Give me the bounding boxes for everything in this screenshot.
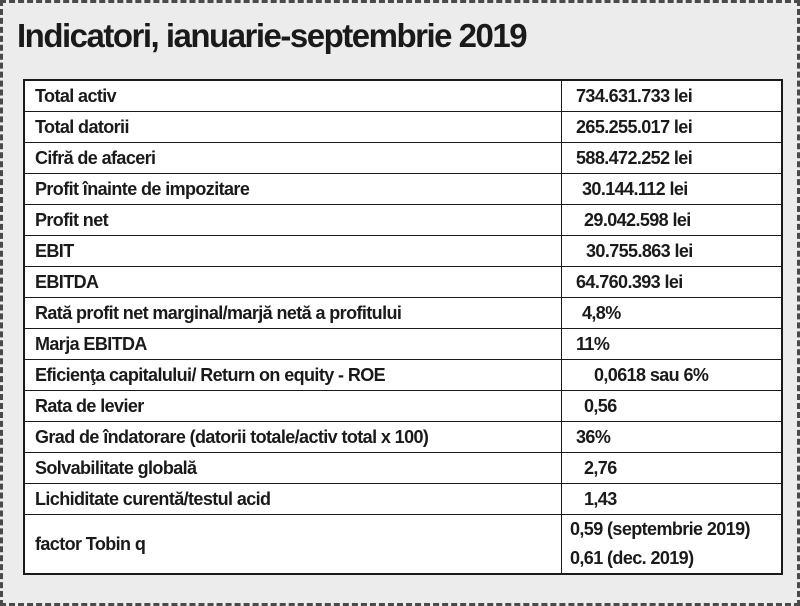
table-row [24, 205, 782, 236]
indicator-label: Eficienţa capitalului/ Return on equity - ROE [24, 360, 562, 391]
table-row [24, 391, 782, 422]
table-row [24, 515, 782, 575]
indicator-value: 4,8% [562, 298, 783, 329]
table-row [24, 143, 782, 174]
table-row [24, 360, 782, 391]
indicator-value: 29.042.598 lei [562, 205, 783, 236]
table-row [24, 484, 782, 515]
indicator-value: 30.755.863 lei [562, 236, 783, 267]
table-row [24, 267, 782, 298]
indicator-label: Solvabilitate globală [24, 453, 562, 484]
indicator-value: 64.760.393 lei [562, 267, 783, 298]
indicator-value: 36% [562, 422, 783, 453]
indicator-label: Rata de levier [24, 391, 562, 422]
indicator-label: Total activ [24, 80, 562, 112]
indicator-label: Cifră de afaceri [24, 143, 562, 174]
indicator-value: 0,56 [562, 391, 783, 422]
indicator-label: Profit net [24, 205, 562, 236]
table-row [24, 298, 782, 329]
table-row [24, 236, 782, 267]
indicator-value: 30.144.112 lei [562, 174, 783, 205]
indicator-value: 11% [562, 329, 783, 360]
table-row [24, 453, 782, 484]
indicator-label: EBITDA [24, 267, 562, 298]
indicator-value: 1,43 [562, 484, 783, 515]
indicator-value: 0,0618 sau 6% [562, 360, 783, 391]
indicator-label: Grad de îndatorare (datorii totale/activ total x 100) [24, 422, 562, 453]
indicators-table [23, 79, 783, 575]
indicator-label: Lichiditate curentă/testul acid [24, 484, 562, 515]
indicator-label: Rată profit net marginal/marjă netă a profitului [24, 298, 562, 329]
table-row [24, 422, 782, 453]
indicator-label: factor Tobin q [24, 515, 562, 575]
table-row [24, 174, 782, 205]
table-row [24, 329, 782, 360]
table-row [24, 112, 782, 143]
table-row [24, 80, 782, 112]
indicator-value: 734.631.733 lei [562, 80, 783, 112]
indicator-label: Profit înainte de impozitare [24, 174, 562, 205]
indicator-label: Total datorii [24, 112, 562, 143]
indicator-value [562, 515, 783, 575]
indicator-label: EBIT [24, 236, 562, 267]
table-title: Indicatori, ianuarie-septembrie 2019 [17, 17, 527, 54]
indicator-value: 588.472.252 lei [562, 143, 783, 174]
indicator-value: 2,76 [562, 453, 783, 484]
indicator-value-line: 0,61 (dec. 2019) [570, 548, 694, 568]
indicator-value-line: 0,59 (septembrie 2019) [570, 519, 750, 539]
indicator-label: Marja EBITDA [24, 329, 562, 360]
indicator-value: 265.255.017 lei [562, 112, 783, 143]
